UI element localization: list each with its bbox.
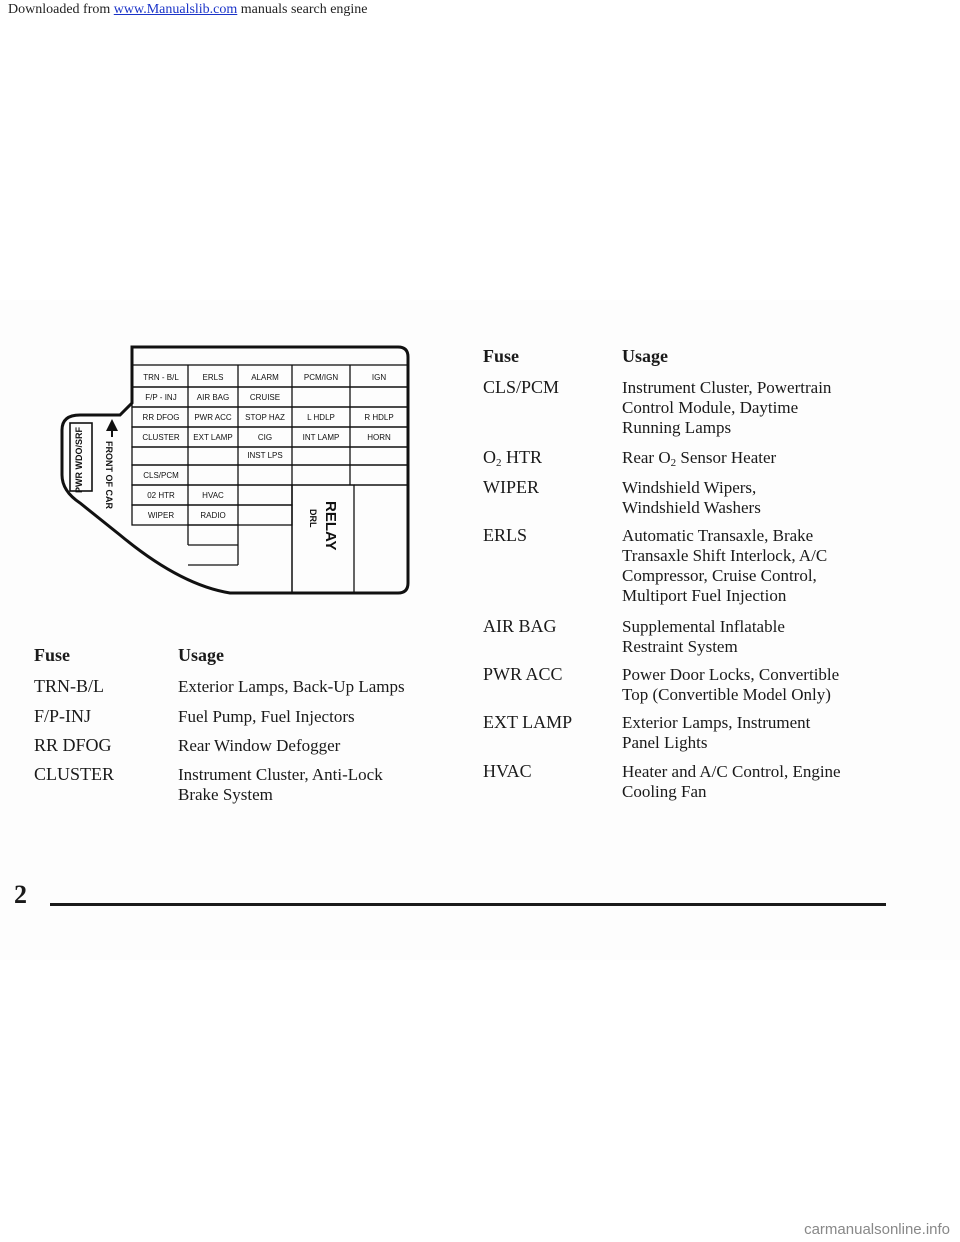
- fuse-cell-alarm: ALARM: [251, 373, 279, 382]
- fuse-name: PWR ACC: [483, 664, 563, 684]
- fuse-cell-l-hdlp: L HDLP: [307, 413, 335, 422]
- fuse-usage: Instrument Cluster, Anti-Lock Brake System: [178, 765, 383, 804]
- manualslib-link[interactable]: www.Manualslib.com: [113, 2, 238, 17]
- fuse-usage: Instrument Cluster, Powertrain Control Module, Daytime Running Lamps: [622, 378, 832, 437]
- fuse-cell-pwr-acc: PWR ACC: [194, 413, 232, 422]
- fuse-name: TRN-B/L: [34, 676, 104, 696]
- fuse-name: F/P-INJ: [34, 706, 92, 726]
- fuse-cell-stop-haz: STOP HAZ: [245, 413, 285, 422]
- fuse-cell-horn: HORN: [367, 433, 391, 442]
- fuse-usage: Supplemental Inflatable Restraint System: [622, 617, 785, 656]
- front-of-car-label: FRONT OF CAR: [104, 441, 114, 509]
- fuse-usage: Exterior Lamps, Instrument Panel Lights: [622, 713, 811, 752]
- fuse-cell-fp-inj: F/P - INJ: [145, 393, 177, 402]
- fuse-usage: Power Door Locks, Convertible Top (Convertible Model Only): [622, 665, 840, 704]
- fuse-cell-air-bag: AIR BAG: [196, 393, 230, 402]
- fuse-usage: Fuel Pump, Fuel Injectors: [178, 707, 355, 726]
- fuse-name: $O_2$ HTR: [483, 447, 542, 469]
- left-fuse-header: Fuse: [34, 645, 70, 665]
- fuse-cell-cluster: CLUSTER: [142, 433, 180, 442]
- fuse-name: CLS/PCM: [483, 377, 560, 397]
- fuse-cell-cls-pcm: CLS/PCM: [143, 471, 179, 480]
- fuse-name: EXT LAMP: [483, 712, 573, 732]
- header-suffix: manuals search engine: [240, 2, 368, 17]
- fuse-cell-cruise: CRUISE: [249, 393, 281, 402]
- fuse-cell-rr-dfog: RR DFOG: [142, 413, 180, 422]
- fuse-cell-hvac: HVAC: [202, 491, 224, 500]
- pwr-wdo-srf-label: PWR WDO/SRF: [74, 427, 84, 493]
- fuse-usage: Automatic Transaxle, Brake Transaxle Shift Interlock, A/C Compressor, Cruise Control, Multiport Fuel Injection: [622, 526, 828, 605]
- fuse-block-diagram: [40, 335, 420, 605]
- fuse-usage: Rear $O_2$ Sensor Heater: [622, 448, 777, 469]
- fuse-usage: Rear Window Defogger: [178, 736, 341, 755]
- fuse-cell-o2-htr: 02 HTR: [147, 491, 175, 500]
- footer-rule: [50, 903, 886, 906]
- relay-label: RELAY: [322, 501, 339, 551]
- fuse-cell-inst-lps: INST LPS: [247, 451, 283, 460]
- watermark: carmanualsonline.info: [804, 1221, 950, 1238]
- fuse-cell-trn-bl: TRN - B/L: [143, 373, 179, 382]
- fuse-name: CLUSTER: [34, 764, 115, 784]
- fuse-cell-radio: RADIO: [200, 511, 226, 520]
- drl-label: DRL: [308, 509, 318, 528]
- header-prefix: Downloaded from: [8, 2, 111, 17]
- page-number: 2: [14, 880, 27, 909]
- fuse-name: AIR BAG: [483, 616, 557, 636]
- fuse-usage: Exterior Lamps, Back-Up Lamps: [178, 677, 405, 696]
- fuse-cell-ext-lamp: EXT LAMP: [193, 433, 233, 442]
- fuse-name: HVAC: [483, 761, 532, 781]
- fuse-usage: Heater and A/C Control, Engine Cooling Fan: [622, 762, 841, 801]
- fuse-cell-cig: CIG: [257, 433, 273, 442]
- right-fuse-header: Fuse: [483, 346, 519, 366]
- fuse-name: WIPER: [483, 477, 539, 497]
- left-usage-header: Usage: [178, 645, 224, 665]
- fuse-name: ERLS: [483, 525, 528, 545]
- fuse-cell-wiper: WIPER: [147, 511, 175, 520]
- fuse-cell-erls: ERLS: [202, 373, 224, 382]
- fuse-usage: Windshield Wipers, Windshield Washers: [622, 478, 761, 517]
- right-usage-header: Usage: [622, 346, 668, 366]
- fuse-cell-r-hdlp: R HDLP: [364, 413, 394, 422]
- fuse-name: RR DFOG: [34, 735, 112, 755]
- fuse-cell-pcm-ign: PCM/IGN: [303, 373, 339, 382]
- download-header: [8, 2, 368, 18]
- fuse-cell-int-lamp: INT LAMP: [302, 433, 340, 442]
- fuse-cell-ign: IGN: [371, 373, 387, 382]
